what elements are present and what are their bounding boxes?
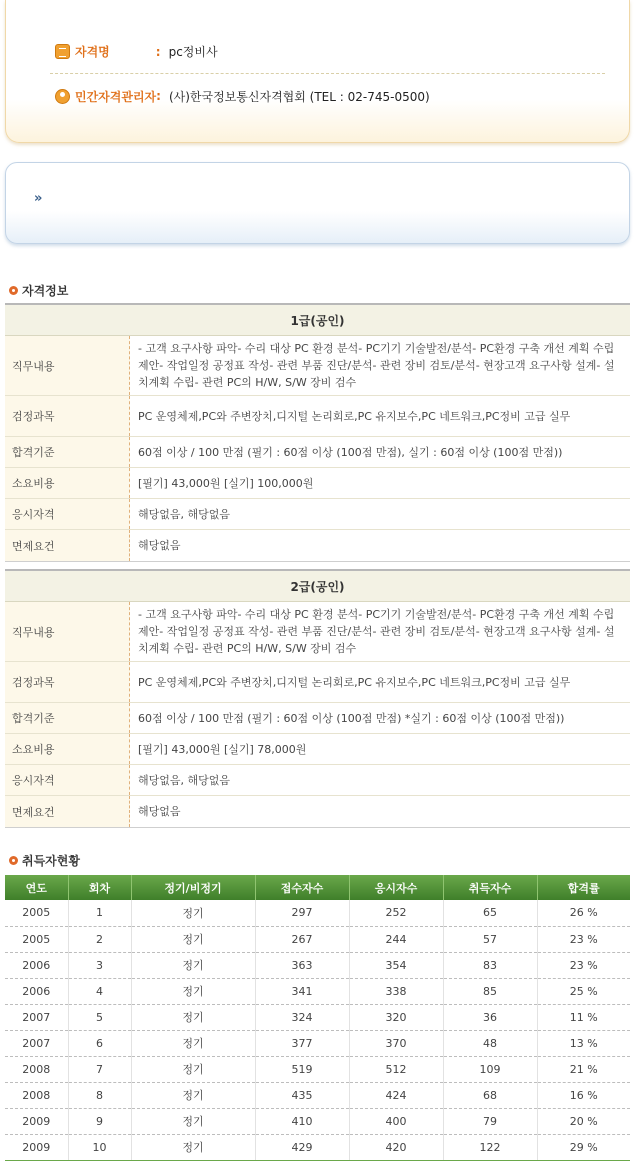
cell-applicants: 363 — [255, 952, 349, 978]
header-applicants: 접수자수 — [255, 875, 349, 900]
cell-examinees: 424 — [349, 1082, 443, 1108]
cell-passers: 57 — [443, 926, 537, 952]
grade-row-duties — [5, 336, 630, 396]
double-chevron-icon: » — [34, 191, 43, 206]
row-value: [필기] 43,000원 [실기] 100,000원 — [138, 476, 314, 490]
qualification-manager-label: 민간자격관리자 — [75, 89, 157, 104]
row-label: 검정과목 — [5, 396, 130, 436]
cell-passers: 65 — [443, 900, 537, 926]
cell-examinees: 244 — [349, 926, 443, 952]
cell-pass-rate: 21 % — [537, 1056, 630, 1082]
row-value: PC 운영체제,PC와 주변장치,디지털 논리회로,PC 유지보수,PC 네트워크,PC정비 고급 실무 — [138, 409, 571, 423]
header-pass-rate: 합격률 — [537, 875, 630, 900]
section-title: 취득자현황 — [22, 854, 80, 868]
cell-round: 8 — [68, 1082, 131, 1108]
cell-round: 2 — [68, 926, 131, 952]
cell-applicants: 377 — [255, 1030, 349, 1056]
cell-type: 정기 — [131, 1030, 255, 1056]
cell-passers: 79 — [443, 1108, 537, 1134]
cell-passers: 36 — [443, 1004, 537, 1030]
row-value: [필기] 43,000원 [실기] 78,000원 — [138, 742, 307, 756]
cell-examinees: 512 — [349, 1056, 443, 1082]
cell-round: 10 — [68, 1134, 131, 1160]
row-label: 소요비용 — [5, 734, 130, 764]
grade-title: 1급(공인) — [5, 305, 630, 336]
cell-examinees: 370 — [349, 1030, 443, 1056]
table-row — [5, 1108, 630, 1134]
grade-1-table — [5, 303, 630, 562]
row-label: 면제요건 — [5, 530, 130, 561]
header-type: 정기/비정기 — [131, 875, 255, 900]
cell-applicants: 519 — [255, 1056, 349, 1082]
cell-year: 2008 — [5, 1082, 68, 1108]
table-row — [5, 926, 630, 952]
table-row — [5, 1004, 630, 1030]
cell-type: 정기 — [131, 1082, 255, 1108]
row-label: 합격기준 — [5, 437, 130, 467]
cell-examinees: 354 — [349, 952, 443, 978]
cell-pass-rate: 11 % — [537, 1004, 630, 1030]
cell-pass-rate: 20 % — [537, 1108, 630, 1134]
row-label: 직무내용 — [5, 336, 130, 395]
cell-round: 3 — [68, 952, 131, 978]
document-icon — [55, 44, 70, 59]
qualification-manager-value: (사)한국정보통신자격협회 (TEL : 02-745-0500) — [168, 89, 430, 104]
cell-type: 정기 — [131, 926, 255, 952]
cell-type: 정기 — [131, 978, 255, 1004]
section-qualification-info — [9, 282, 68, 299]
cell-pass-rate: 16 % — [537, 1082, 630, 1108]
section-title: 자격정보 — [22, 284, 69, 298]
row-value: 해당없음, 해당없음 — [138, 507, 231, 521]
header-examinees: 응시자수 — [349, 875, 443, 900]
qualification-manager-row — [50, 74, 605, 118]
cell-examinees: 252 — [349, 900, 443, 926]
grade-2-table — [5, 569, 630, 828]
row-label: 면제요건 — [5, 796, 130, 827]
grade-row-eligibility — [5, 499, 630, 530]
table-row — [5, 952, 630, 978]
qualification-name-row — [50, 30, 605, 74]
grade-row-exemption — [5, 796, 630, 827]
row-value: 60점 이상 / 100 만점 (필기 : 60점 이상 (100점 만점), 실기 : 60점 이상 (100점 만점)) — [138, 445, 563, 459]
qualification-name-label: 자격명 — [75, 45, 110, 59]
grade-row-cost — [5, 468, 630, 499]
qualification-manager-separator: : — [156, 89, 161, 103]
cell-passers: 48 — [443, 1030, 537, 1056]
header-year: 연도 — [5, 875, 68, 900]
table-row — [5, 1056, 630, 1082]
cell-examinees: 400 — [349, 1108, 443, 1134]
cell-pass-rate: 26 % — [537, 900, 630, 926]
cell-year: 2005 — [5, 900, 68, 926]
table-row — [5, 1082, 630, 1108]
cell-applicants: 429 — [255, 1134, 349, 1160]
cell-type: 정기 — [131, 1134, 255, 1160]
cell-pass-rate: 23 % — [537, 952, 630, 978]
cell-year: 2005 — [5, 926, 68, 952]
grade-row-subjects — [5, 396, 630, 437]
holders-stats-table — [5, 875, 630, 1161]
cell-pass-rate: 25 % — [537, 978, 630, 1004]
cell-examinees: 320 — [349, 1004, 443, 1030]
row-value: - 고객 요구사항 파악- 수리 대상 PC 환경 분석- PC기기 기술발전/분석- PC환경 구축 개선 계획 수립제안- 작업일정 공정표 작성- 관련 부품 진단/분석- 관련 장비 검토/분석- 현장고객 요구사항 설계- 설치계획 수립- 관련 PC의 H/W, S/W 장비 검수 — [138, 342, 615, 389]
cell-year: 2006 — [5, 978, 68, 1004]
cell-round: 7 — [68, 1056, 131, 1082]
grade-row-exemption — [5, 530, 630, 561]
cell-passers: 85 — [443, 978, 537, 1004]
cell-year: 2007 — [5, 1004, 68, 1030]
cell-applicants: 267 — [255, 926, 349, 952]
qualification-name-separator: : — [155, 44, 161, 59]
row-value: 해당없음 — [138, 805, 181, 818]
section-holders-status — [9, 852, 80, 869]
cell-examinees: 338 — [349, 978, 443, 1004]
cell-year: 2007 — [5, 1030, 68, 1056]
cell-pass-rate: 13 % — [537, 1030, 630, 1056]
grade-row-pass-criteria — [5, 437, 630, 468]
notice-box — [5, 162, 630, 244]
table-header-row — [5, 875, 630, 900]
header-round: 회차 — [68, 875, 131, 900]
qualification-info-box — [5, 0, 630, 143]
cell-year: 2009 — [5, 1108, 68, 1134]
cell-applicants: 410 — [255, 1108, 349, 1134]
cell-pass-rate: 29 % — [537, 1134, 630, 1160]
row-label: 응시자격 — [5, 499, 130, 529]
cell-applicants: 341 — [255, 978, 349, 1004]
cell-passers: 122 — [443, 1134, 537, 1160]
cell-year: 2006 — [5, 952, 68, 978]
cell-passers: 68 — [443, 1082, 537, 1108]
cell-pass-rate: 23 % — [537, 926, 630, 952]
grade-title: 2급(공인) — [5, 571, 630, 602]
row-value: 60점 이상 / 100 만점 (필기 : 60점 이상 (100점 만점) *실기 : 60점 이상 (100점 만점)) — [138, 711, 565, 725]
qualification-name-value: pc정비사 — [168, 45, 218, 59]
cell-type: 정기 — [131, 1004, 255, 1030]
grade-row-eligibility — [5, 765, 630, 796]
row-label: 응시자격 — [5, 765, 130, 795]
row-label: 직무내용 — [5, 602, 130, 661]
grade-row-duties — [5, 602, 630, 662]
cell-year: 2008 — [5, 1056, 68, 1082]
bullet-icon — [9, 286, 18, 295]
row-label: 검정과목 — [5, 662, 130, 702]
row-label: 합격기준 — [5, 703, 130, 733]
cell-round: 6 — [68, 1030, 131, 1056]
row-value: PC 운영체제,PC와 주변장치,디지털 논리회로,PC 유지보수,PC 네트워크,PC정비 고급 실무 — [138, 675, 571, 689]
row-value: - 고객 요구사항 파악- 수리 대상 PC 환경 분석- PC기기 기술발전/분석- PC환경 구축 개선 계획 수립제안- 작업일정 공정표 작성- 관련 부품 진단/분석- 관련 장비 검토/분석- 현장고객 요구사항 설계- 설치계획 수립- 관련 PC의 H/W, S/W 장비 검수 — [138, 608, 615, 655]
row-value: 해당없음, 해당없음 — [138, 773, 231, 787]
cell-type: 정기 — [131, 952, 255, 978]
table-row — [5, 900, 630, 926]
cell-passers: 83 — [443, 952, 537, 978]
cell-type: 정기 — [131, 1056, 255, 1082]
grade-row-cost — [5, 734, 630, 765]
table-row — [5, 978, 630, 1004]
header-passers: 취득자수 — [443, 875, 537, 900]
cell-round: 1 — [68, 900, 131, 926]
bullet-icon — [9, 856, 18, 865]
grade-row-subjects — [5, 662, 630, 703]
cell-round: 4 — [68, 978, 131, 1004]
cell-applicants: 324 — [255, 1004, 349, 1030]
cell-applicants: 435 — [255, 1082, 349, 1108]
cell-type: 정기 — [131, 900, 255, 926]
grade-row-pass-criteria — [5, 703, 630, 734]
row-label: 소요비용 — [5, 468, 130, 498]
table-row — [5, 1030, 630, 1056]
table-row — [5, 1134, 630, 1160]
cell-applicants: 297 — [255, 900, 349, 926]
person-icon — [55, 89, 70, 104]
cell-round: 5 — [68, 1004, 131, 1030]
cell-type: 정기 — [131, 1108, 255, 1134]
cell-passers: 109 — [443, 1056, 537, 1082]
cell-year: 2009 — [5, 1134, 68, 1160]
cell-examinees: 420 — [349, 1134, 443, 1160]
cell-round: 9 — [68, 1108, 131, 1134]
row-value: 해당없음 — [138, 539, 181, 552]
